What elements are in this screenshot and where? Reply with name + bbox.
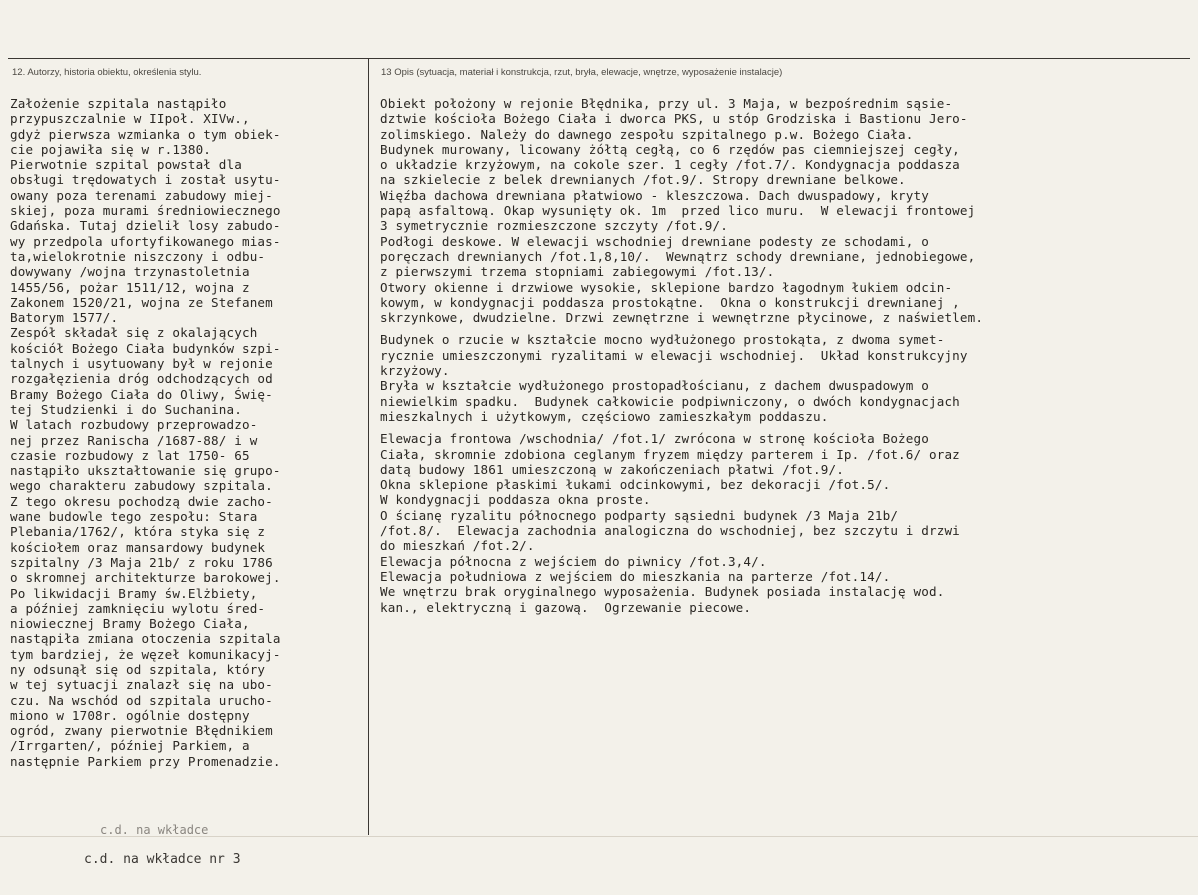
- history-line: Po likwidacji Bramy św.Elżbiety,: [10, 585, 258, 601]
- history-line: Bramy Bożego Ciała do Oliwy, Świę-: [10, 386, 273, 402]
- section-12-header: 12. Autorzy, historia obiektu, określenia stylu.: [12, 67, 202, 78]
- history-line: talnych i usytuowany był w rejonie: [10, 356, 273, 372]
- history-line: W latach rozbudowy przeprowadzo-: [10, 417, 258, 433]
- history-line: Pierwotnie szpital powstał dla: [10, 157, 242, 173]
- history-line: w tej sytuacji znalazł się na ubo-: [10, 677, 273, 693]
- description-line: Więźba dachowa drewniana płatwiowo - kleszczowa. Dach dwuspadowy, kryty: [380, 187, 929, 203]
- description-line: Budynek o rzucie w kształcie mocno wydłużonego prostokąta, z dwoma symet-: [380, 332, 945, 348]
- history-line: cie pojawiła się w r.1380.: [10, 141, 212, 157]
- description-line: Elewacja północna z wejściem do piwnicy /fot.3,4/.: [380, 553, 767, 569]
- history-line: Gdańska. Tutaj dzielił losy zabudo-: [10, 218, 281, 234]
- description-line: W kondygnacji poddasza okna proste.: [380, 492, 651, 508]
- description-line: dztwie kościoła Bożego Ciała i dworca PKS, u stóp Grodziska i Bastionu Jero-: [380, 111, 968, 127]
- history-line: 1455/56, pożar 1511/12, wojna z: [10, 279, 250, 295]
- history-line: tym bardziej, że węzeł komunikacyj-: [10, 646, 281, 662]
- header-rule: [8, 58, 1190, 59]
- description-line: Okna sklepione płaskimi łukami odcinkowymi, bez dekoracji /fot.5/.: [380, 477, 891, 493]
- history-line: Z tego okresu pochodzą dwie zacho-: [10, 493, 273, 509]
- history-line: niowiecznej Bramy Bożego Ciała,: [10, 616, 250, 632]
- history-line: tej Studzienki i do Suchanina.: [10, 401, 242, 417]
- description-line: skrzynkowe, dwudzielne. Drzwi zewnętrzne i wewnętrzne płycinowe, z naświetlem.: [380, 310, 984, 326]
- history-line: Zespół składał się z okalających: [10, 325, 258, 341]
- history-line: przypuszczalnie w IIpoł. XIVw.,: [10, 111, 250, 127]
- description-line: o układzie krzyżowym, na cokole szer. 1 cegły /fot.7/. Kondygnacja poddasza: [380, 157, 960, 173]
- description-line: Bryła w kształcie wydłużonego prostopadłościanu, z dachem dwuspadowym o: [380, 378, 929, 394]
- description-line: /fot.8/. Elewacja zachodnia analogiczna do wschodniej, bez szczytu i drzwi: [380, 523, 960, 539]
- history-line: a później zamknięciu wylotu śred-: [10, 600, 266, 616]
- history-line: skiej, poza murami średniowiecznego: [10, 203, 281, 219]
- history-line: nastąpiło ukształtowanie się grupo-: [10, 463, 281, 479]
- history-line: Batorym 1577/.: [10, 310, 119, 326]
- description-line: O ścianę ryzalitu północnego podparty sąsiedni budynek /3 Maja 21b/: [380, 507, 899, 523]
- history-line: kościół Bożego Ciała budynków szpi-: [10, 340, 281, 356]
- description-line: kan., elektryczną i gazową. Ogrzewanie piecowe.: [380, 599, 752, 615]
- history-line: Zakonem 1520/21, wojna ze Stefanem: [10, 294, 273, 310]
- history-line: rozgałęzienia dróg odchodzących od: [10, 371, 273, 387]
- history-typed-text: [10, 96, 281, 769]
- description-line: 3 symetrycznie rozmieszczone szczyty /fot.9/.: [380, 218, 728, 234]
- description-line: do mieszkań /fot.2/.: [380, 538, 535, 554]
- history-line: owany poza terenami zabudowy miej-: [10, 187, 273, 203]
- description-line: Otwory okienne i drzwiowe wysokie, sklepione bardzo łagodnym łukiem odcin-: [380, 279, 953, 295]
- history-line: wy przedpola ufortyfikowanego mias-: [10, 233, 281, 249]
- history-line: wane budowle tego zespołu: Stara: [10, 509, 258, 525]
- history-line: czasie rozbudowy z lat 1750- 65: [10, 447, 250, 463]
- description-line: Obiekt położony w rejonie Błędnika, przy ul. 3 Maja, w bezpośrednim sąsie-: [380, 96, 953, 111]
- description-line: niewielkim spadku. Budynek całkowicie podpiwniczony, o dwóch kondygnacjach: [380, 393, 960, 409]
- history-line: obsługi trędowatych i został usytu-: [10, 172, 281, 188]
- description-line: z pierwszymi trzema stopniami zabiegowymi /fot.13/.: [380, 264, 775, 280]
- history-line: nastąpiła zmiana otoczenia szpitala: [10, 631, 281, 647]
- description-line: na szkielecie z belek drewnianych /fot.9/. Stropy drewniane belkowe.: [380, 172, 906, 188]
- description-line: papą asfaltową. Okap wysunięty ok. 1m przed lico muru. W elewacji frontowej: [380, 203, 976, 219]
- description-line: poręczach drewnianych /fot.1,8,10/. Wewnątrz schody drewniane, jednobiegowe,: [380, 248, 976, 264]
- history-line: Plebania/1762/, która styka się z: [10, 524, 266, 540]
- history-line: szpitalny /3 Maja 21b/ z roku 1786: [10, 554, 273, 570]
- history-line: miono w 1708r. ogólnie dostępny: [10, 707, 250, 723]
- history-line: ta,wielokrotnie niszczony i odbu-: [10, 248, 266, 264]
- history-line: gdyż pierwsza wzmianka o tym obiek-: [10, 126, 281, 142]
- description-line: datą budowy 1861 umieszczoną w zakończeniach płatwi /fot.9/.: [380, 461, 844, 477]
- paragraph-gap: [380, 424, 983, 431]
- description-line: We wnętrzu brak oryginalnego wyposażenia. Budynek posiada instalację wod.: [380, 584, 945, 600]
- history-line: kościołem oraz mansardowy budynek: [10, 539, 266, 555]
- history-line: o skromnej architekturze barokowej.: [10, 570, 281, 586]
- description-typed-text: [380, 96, 983, 615]
- history-line: /Irrgarten/, później Parkiem, a: [10, 738, 250, 754]
- description-line: kowym, w kondygnacji poddasza prostokątne. Okna o konstrukcji drewnianej ,: [380, 294, 960, 310]
- continuation-note: c.d. na wkładce nr 3: [84, 852, 241, 867]
- history-line: ogród, zwany pierwotnie Błędnikiem: [10, 723, 273, 739]
- description-line: Ciała, skromnie zdobiona ceglanym fryzem między parterem i Ip. /fot.6/ oraz: [380, 446, 960, 462]
- history-line: następnie Parkiem przy Promenadzie.: [10, 753, 281, 769]
- description-line: Budynek murowany, licowany żółtą cegłą, co 6 rzędów pas ciemniejszej cegły,: [380, 141, 960, 157]
- paragraph-gap: [380, 325, 983, 332]
- description-line: Podłogi deskowe. W elewacji wschodniej drewniane podesty ze schodami, o: [380, 233, 929, 249]
- history-line: nej przez Ranischa /1687-88/ i w: [10, 432, 258, 448]
- history-line: wego charakteru zabudowy szpitala.: [10, 478, 273, 494]
- history-line: ny odsunął się od szpitala, który: [10, 661, 266, 677]
- history-line: czu. Na wschód od szpitala urucho-: [10, 692, 273, 708]
- description-line: mieszkalnych i użytkowym, częściowo zamieszkałym poddaszu.: [380, 408, 829, 424]
- faded-typed-remnant: c.d. na wkładce: [100, 823, 209, 837]
- description-line: krzyżowy.: [380, 363, 450, 379]
- history-line: Założenie szpitala nastąpiło: [10, 96, 227, 111]
- description-line: Elewacja frontowa /wschodnia/ /fot.1/ zwrócona w stronę kościoła Bożego: [380, 431, 929, 447]
- column-divider: [368, 58, 369, 835]
- history-line: dowywany /wojna trzynastoletnia: [10, 264, 250, 280]
- description-line: zolimskiego. Należy do dawnego zespołu szpitalnego p.w. Bożego Ciała.: [380, 126, 914, 142]
- section-13-header: 13 Opis (sytuacja, materiał i konstrukcja, rzut, bryła, elewacje, wnętrze, wyposażenie instalacje): [381, 67, 783, 78]
- description-line: Elewacja południowa z wejściem do mieszkania na parterze /fot.14/.: [380, 568, 891, 584]
- description-line: rycznie umieszczonymi ryzalitami w elewacji wschodniej. Układ konstrukcyjny: [380, 347, 968, 363]
